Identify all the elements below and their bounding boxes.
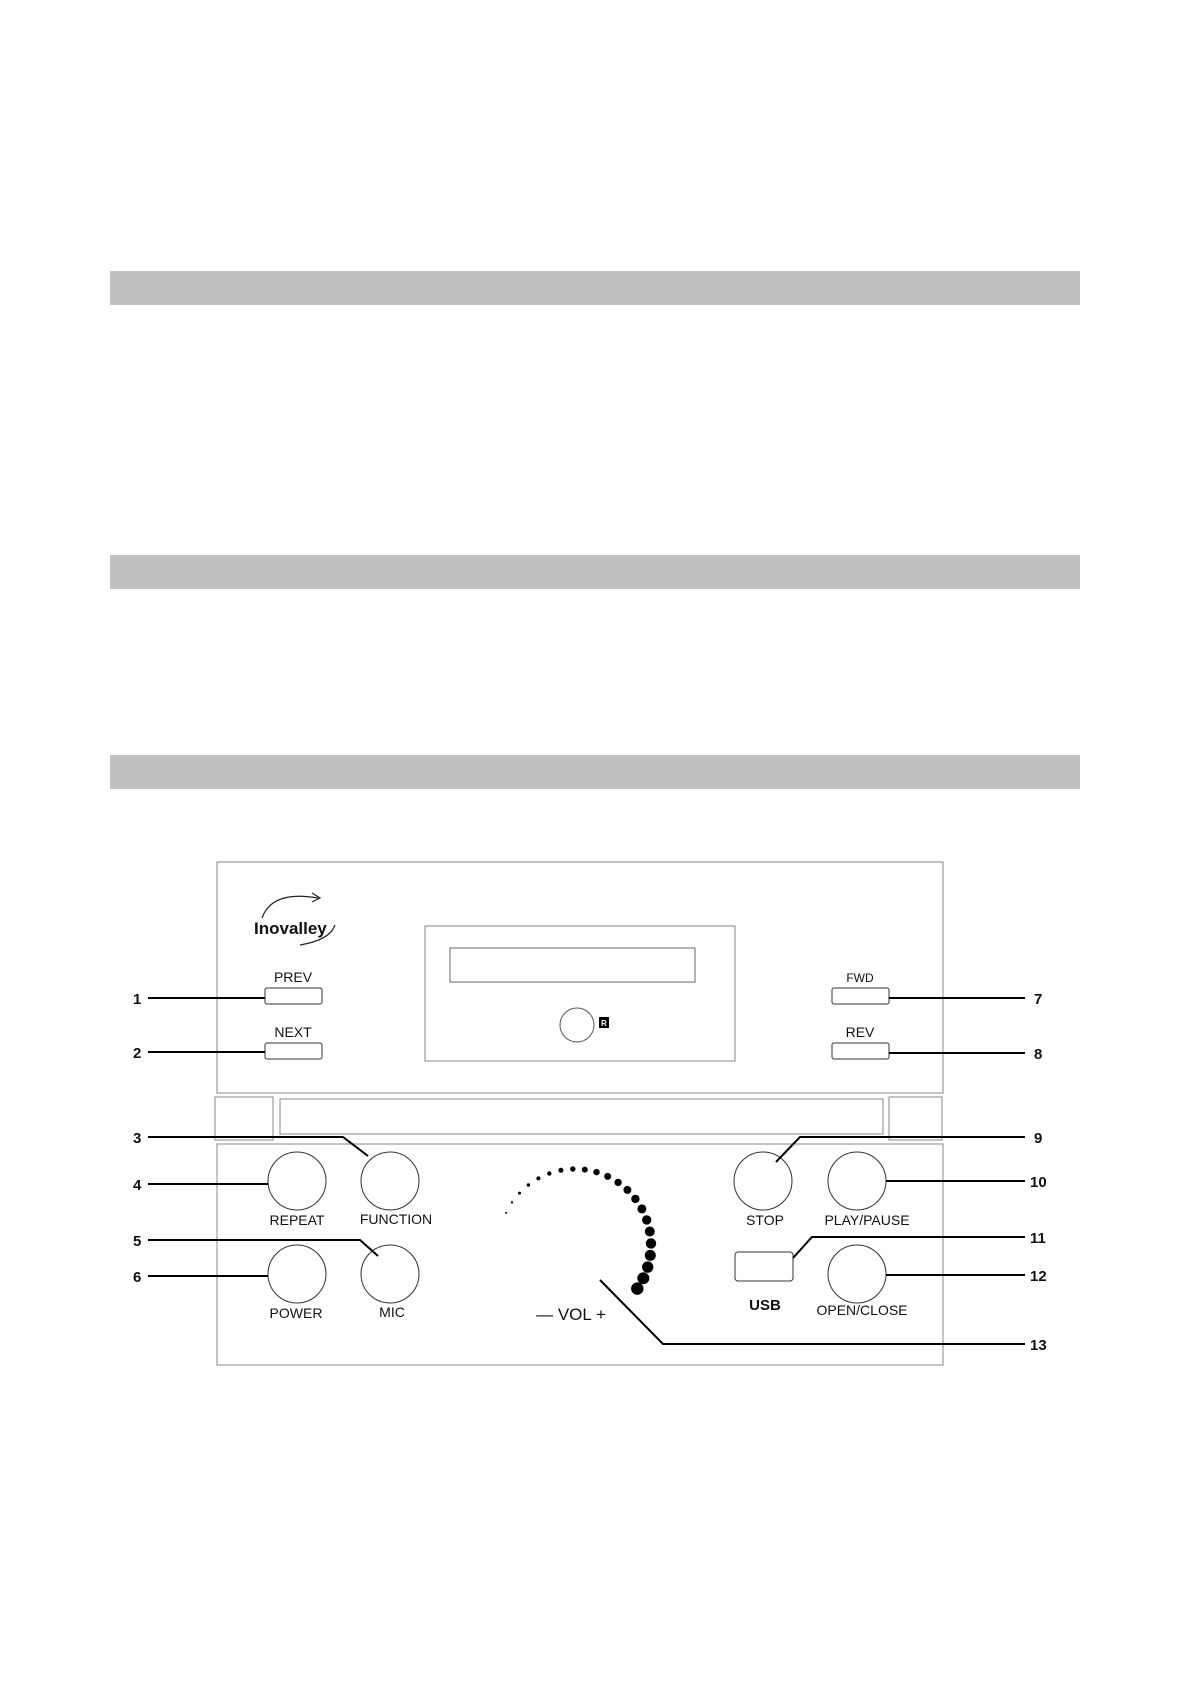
repeat-button[interactable] [268,1152,326,1210]
callout-9: 9 [1034,1130,1043,1147]
open-close-label: OPEN/CLOSE [816,1302,908,1318]
callout-2: 2 [133,1045,142,1062]
volume-dot [505,1212,507,1214]
callout-8: 8 [1034,1046,1043,1063]
volume-dot [547,1171,551,1175]
power-label: POWER [269,1305,323,1321]
callout-12: 12 [1030,1268,1047,1285]
volume-dot [642,1215,651,1224]
open-close-button[interactable] [828,1245,886,1303]
upper-panel [217,862,943,1093]
fwd-label: FWD [846,971,874,985]
volume-dot [558,1168,563,1173]
volume-dot [631,1282,643,1294]
volume-dot [646,1238,656,1248]
play-pause-button[interactable] [828,1152,886,1210]
next-button[interactable] [265,1043,322,1059]
display-screen [450,948,695,982]
function-label: FUNCTION [359,1211,433,1227]
volume-dot [527,1183,530,1186]
function-button[interactable] [361,1152,419,1210]
volume-dot [623,1186,631,1194]
callout-7: 7 [1034,991,1043,1008]
fwd-button[interactable] [832,988,889,1004]
volume-dot [570,1166,575,1171]
tray-right-block [889,1097,942,1140]
play-pause-label: PLAY/PAUSE [824,1212,910,1228]
display-frame [425,926,735,1061]
tray-left-block [215,1097,273,1140]
rev-button[interactable] [832,1043,889,1059]
volume-dot [593,1169,599,1175]
power-button[interactable] [268,1245,326,1303]
stop-label: STOP [746,1212,784,1228]
callout-11: 11 [1030,1230,1046,1247]
stop-button[interactable] [734,1152,792,1210]
volume-knob[interactable] [505,1166,656,1295]
volume-dot [642,1261,653,1272]
volume-dot [614,1179,621,1186]
volume-dot [645,1227,655,1237]
callout-6: 6 [133,1269,142,1286]
volume-dot [631,1195,639,1203]
volume-label: — VOL + [536,1305,606,1324]
volume-dot [511,1201,513,1203]
volume-dot [645,1250,656,1261]
volume-dot [582,1167,588,1173]
volume-dot [518,1192,521,1195]
usb-port[interactable] [735,1252,793,1281]
ir-sensor [560,1008,594,1042]
brand-logo: Inovalley [254,919,327,938]
repeat-label: REPEAT [269,1212,325,1228]
volume-dot [604,1173,611,1180]
next-label: NEXT [274,1024,312,1040]
callout-4: 4 [133,1177,142,1194]
rev-label: REV [845,1024,875,1040]
callout-1: 1 [133,991,142,1008]
callout-5: 5 [133,1233,142,1250]
mic-label: MIC [379,1304,405,1320]
disc-tray-slot[interactable] [280,1099,883,1134]
prev-label: PREV [273,969,313,985]
volume-dot [637,1272,649,1284]
logo-swoosh [262,896,318,918]
prev-button[interactable] [265,988,322,1004]
usb-label: USB [749,1297,781,1314]
volume-dot [637,1204,646,1213]
callout-3: 3 [133,1130,142,1147]
mic-button[interactable] [361,1245,419,1303]
volume-dot [536,1176,540,1180]
ir-icon-letter: R [601,1019,607,1028]
callout-13: 13 [1030,1337,1047,1354]
callout-10: 10 [1030,1174,1047,1191]
